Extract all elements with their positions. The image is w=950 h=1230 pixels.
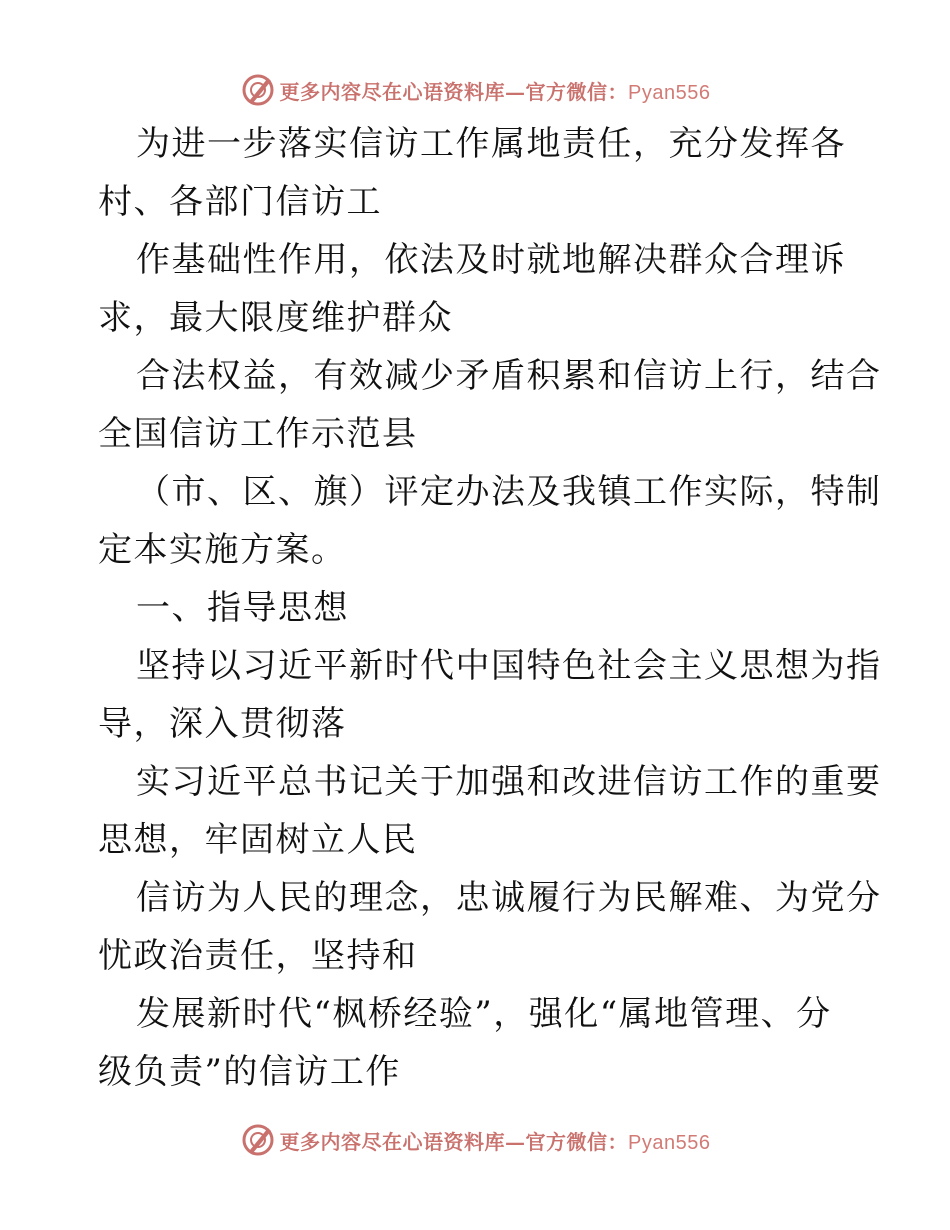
text-line: 求，最大限度维护群众 [98,298,453,338]
header-watermark [0,70,950,110]
watermark-text: 更多内容尽在心语资料库—官方微信：Pyan556 [279,79,711,104]
text-line: 定本实施方案。 [98,530,347,570]
footer-watermark [0,1120,950,1160]
text-line: 全国信访工作示范县 [98,414,418,454]
logo-icon [240,72,276,108]
text-line: 一、指导思想 [136,588,349,628]
text-line: 忧政治责任，坚持和 [98,936,418,976]
text-line: 作基础性作用，依法及时就地解决群众合理诉 [136,240,846,280]
text-line: 坚持以习近平新时代中国特色社会主义思想为指 [136,646,882,686]
watermark-text: 更多内容尽在心语资料库—官方微信：Pyan556 [279,1129,711,1154]
text-line: 村、各部门信访工 [98,182,382,222]
text-line: 为进一步落实信访工作属地责任，充分发挥各 [136,124,846,164]
text-line: 级负责”的信访工作 [98,1052,401,1092]
text-line: 合法权益，有效减少矛盾积累和信访上行，结合 [136,356,882,396]
text-line: 发展新时代“枫桥经验”，强化“属地管理、分 [136,994,832,1034]
text-line: 思想，牢固树立人民 [98,820,418,860]
text-line: 信访为人民的理念，忠诚履行为民解难、为党分 [136,878,882,918]
text-line: 导，深入贯彻落 [98,704,347,744]
document-body [98,115,882,1101]
text-line: 实习近平总书记关于加强和改进信访工作的重要 [136,762,882,802]
logo-icon [240,1122,276,1158]
text-line: （市、区、旗）评定办法及我镇工作实际，特制 [136,472,882,512]
